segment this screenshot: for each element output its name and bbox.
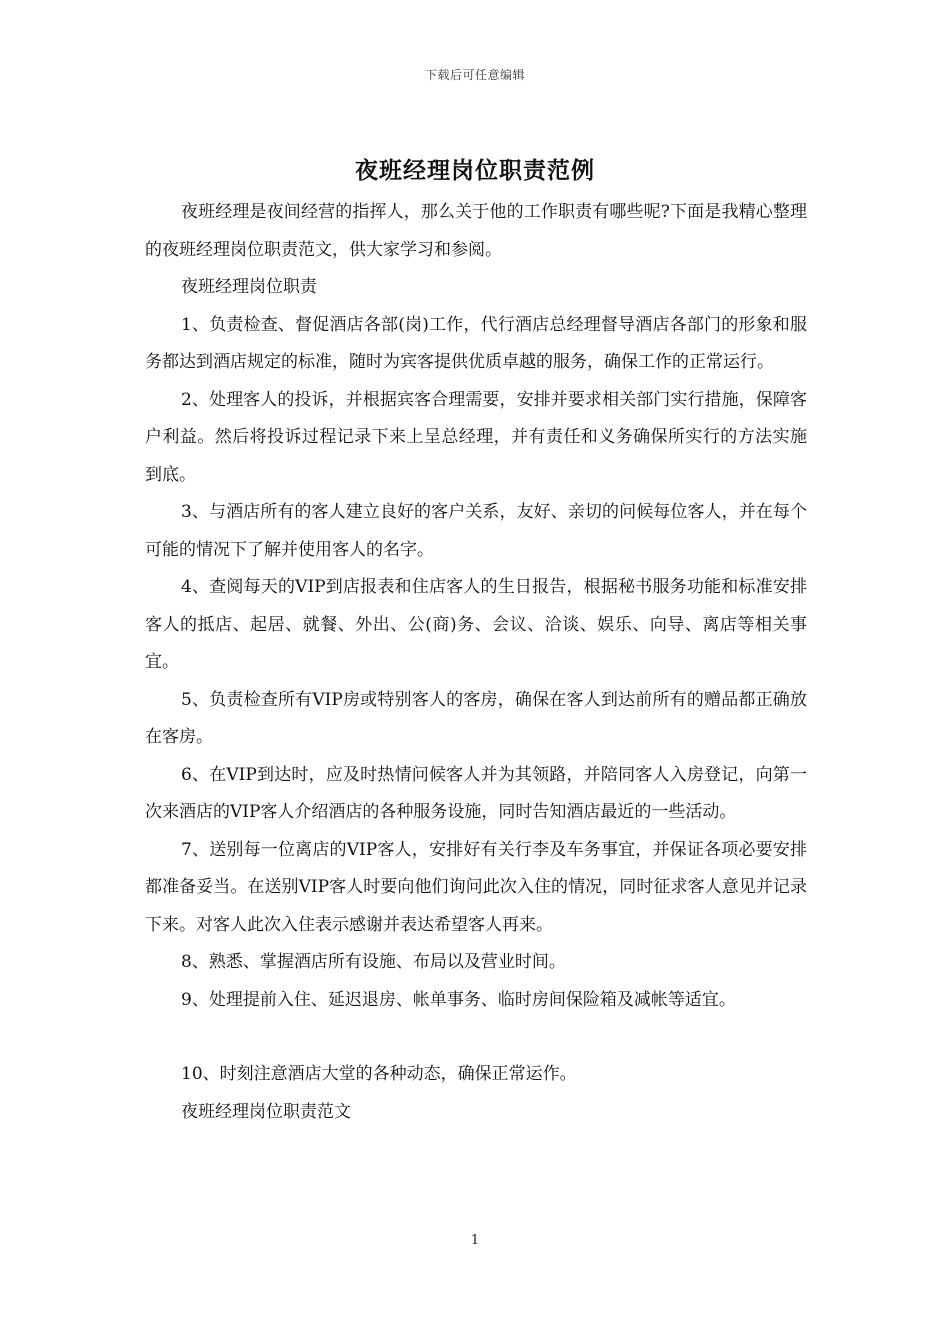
document-body — [145, 194, 807, 1131]
page-header-note: 下载后可任意编辑 — [424, 68, 525, 82]
duty-item-4: 4、查阅每天的VIP到店报表和住店客人的生日报告，根据秘书服务功能和标准安排客人的抵店、起居、就餐、外出、公(商)务、会议、洽谈、娱乐、向导、离店等相关事宜。 — [145, 577, 807, 672]
duty-item-3: 3、与酒店所有的客人建立良好的客户关系，友好、亲切的问候每位客人，并在每个可能的情况下了解并使用客人的名字。 — [145, 502, 807, 560]
blank-line — [145, 1019, 807, 1056]
duty-item-1: 1、负责检查、督促酒店各部(岗)工作，代行酒店总经理督导酒店各部门的形象和服务都达到酒店规定的标准，随时为宾客提供优质卓越的服务，确保工作的正常运行。 — [145, 314, 807, 372]
document-title: 夜班经理岗位职责范例 — [355, 157, 595, 184]
duty-item-7: 7、送别每一位离店的VIP客人，安排好有关行李及车务事宜，并保证各项必要安排都准备妥当。在送别VIP客人时要向他们询问此次入住的情况，同时征求客人意见并记录下来。对客人此次入住表示感谢并表达希望客人再来。 — [145, 839, 807, 935]
duty-item-2: 2、处理客人的投诉，并根据宾客合理需要，安排并要求相关部门实行措施，保障客户利益。然后将投诉过程记录下来上呈总经理，并有责任和义务确保所实行的方法实施到底。 — [145, 389, 807, 485]
intro-paragraph: 夜班经理是夜间经营的指挥人，那么关于他的工作职责有哪些呢?下面是我精心整理的夜班经理岗位职责范文，供大家学习和参阅。 — [145, 202, 807, 260]
section-heading-sample: 夜班经理岗位职责范文 — [181, 1101, 351, 1122]
duty-item-9: 9、处理提前入住、延迟退房、帐单事务、临时房间保险箱及减帐等适宜。 — [181, 989, 736, 1010]
duty-item-6: 6、在VIP到达时，应及时热情问候客人并为其领路，并陪同客人入房登记，向第一次来酒店的VIP客人介绍酒店的各种服务设施，同时告知酒店最近的一些活动。 — [145, 764, 807, 822]
page-number: 1 — [470, 1233, 480, 1248]
section-heading: 夜班经理岗位职责 — [181, 277, 317, 297]
duty-item-10: 10、时刻注意酒店大堂的各种动态，确保正常运作。 — [181, 1064, 577, 1084]
duty-item-5: 5、负责检查所有VIP房或特别客人的客房，确保在客人到达前所有的赠品都正确放在客房。 — [145, 689, 807, 747]
duty-item-8: 8、熟悉、掌握酒店所有设施、布局以及营业时间。 — [181, 952, 566, 972]
